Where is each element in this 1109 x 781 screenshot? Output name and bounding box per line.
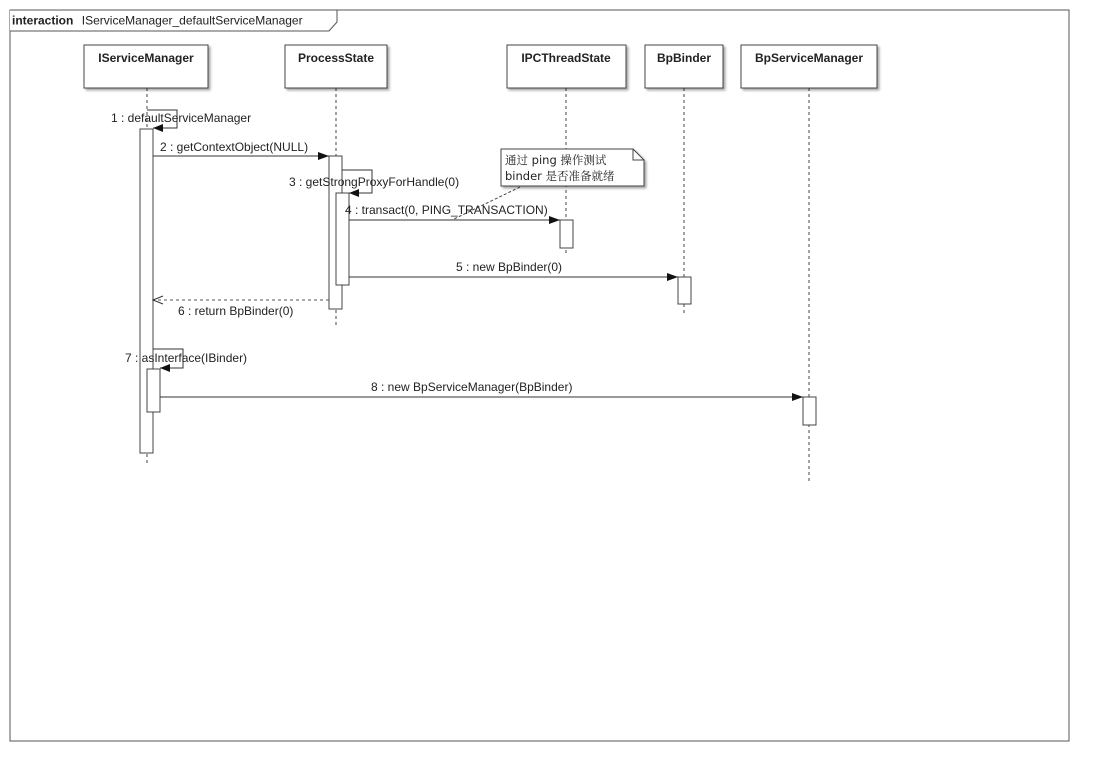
frame-keyword: interaction bbox=[12, 13, 74, 28]
lifeline-bpbinder bbox=[645, 45, 723, 316]
message-8 bbox=[160, 380, 803, 401]
message-label: 3 : getStrongProxyForHandle(0) bbox=[289, 175, 460, 189]
lifeline-label: IPCThreadState bbox=[521, 51, 611, 65]
message-3 bbox=[289, 170, 459, 197]
message-label: 2 : getContextObject(NULL) bbox=[160, 140, 309, 154]
message-4 bbox=[345, 203, 560, 224]
note-line: 通过 ping 操作测试 bbox=[505, 153, 607, 167]
note-line: binder 是否准备就绪 bbox=[505, 169, 615, 183]
message-label: 5 : new BpBinder(0) bbox=[456, 260, 563, 274]
message-2 bbox=[153, 140, 329, 160]
activation-bpservicemanager bbox=[803, 397, 816, 425]
lifeline-label: BpServiceManager bbox=[754, 51, 864, 65]
message-label: 4 : transact(0, PING_TRANSACTION) bbox=[345, 203, 548, 217]
message-label: 7 : asInterface(IBinder) bbox=[125, 351, 248, 365]
activation-ipcthreadstate bbox=[560, 220, 573, 248]
activation-asinterface bbox=[147, 369, 160, 412]
message-label: 1 : defaultServiceManager bbox=[111, 111, 252, 125]
frame-title bbox=[12, 12, 303, 29]
activation-bpbinder bbox=[678, 277, 691, 304]
message-label: 6 : return BpBinder(0) bbox=[178, 304, 294, 318]
frame-name: IServiceManager_defaultServiceManager bbox=[81, 13, 303, 28]
message-label: 8 : new BpServiceManager(BpBinder) bbox=[371, 380, 573, 394]
message-1 bbox=[111, 110, 251, 132]
message-6 bbox=[153, 296, 329, 318]
lifeline-label: IServiceManager bbox=[98, 51, 194, 65]
message-5 bbox=[349, 260, 678, 281]
lifeline-label: BpBinder bbox=[657, 51, 711, 65]
lifeline-label: ProcessState bbox=[297, 51, 375, 65]
